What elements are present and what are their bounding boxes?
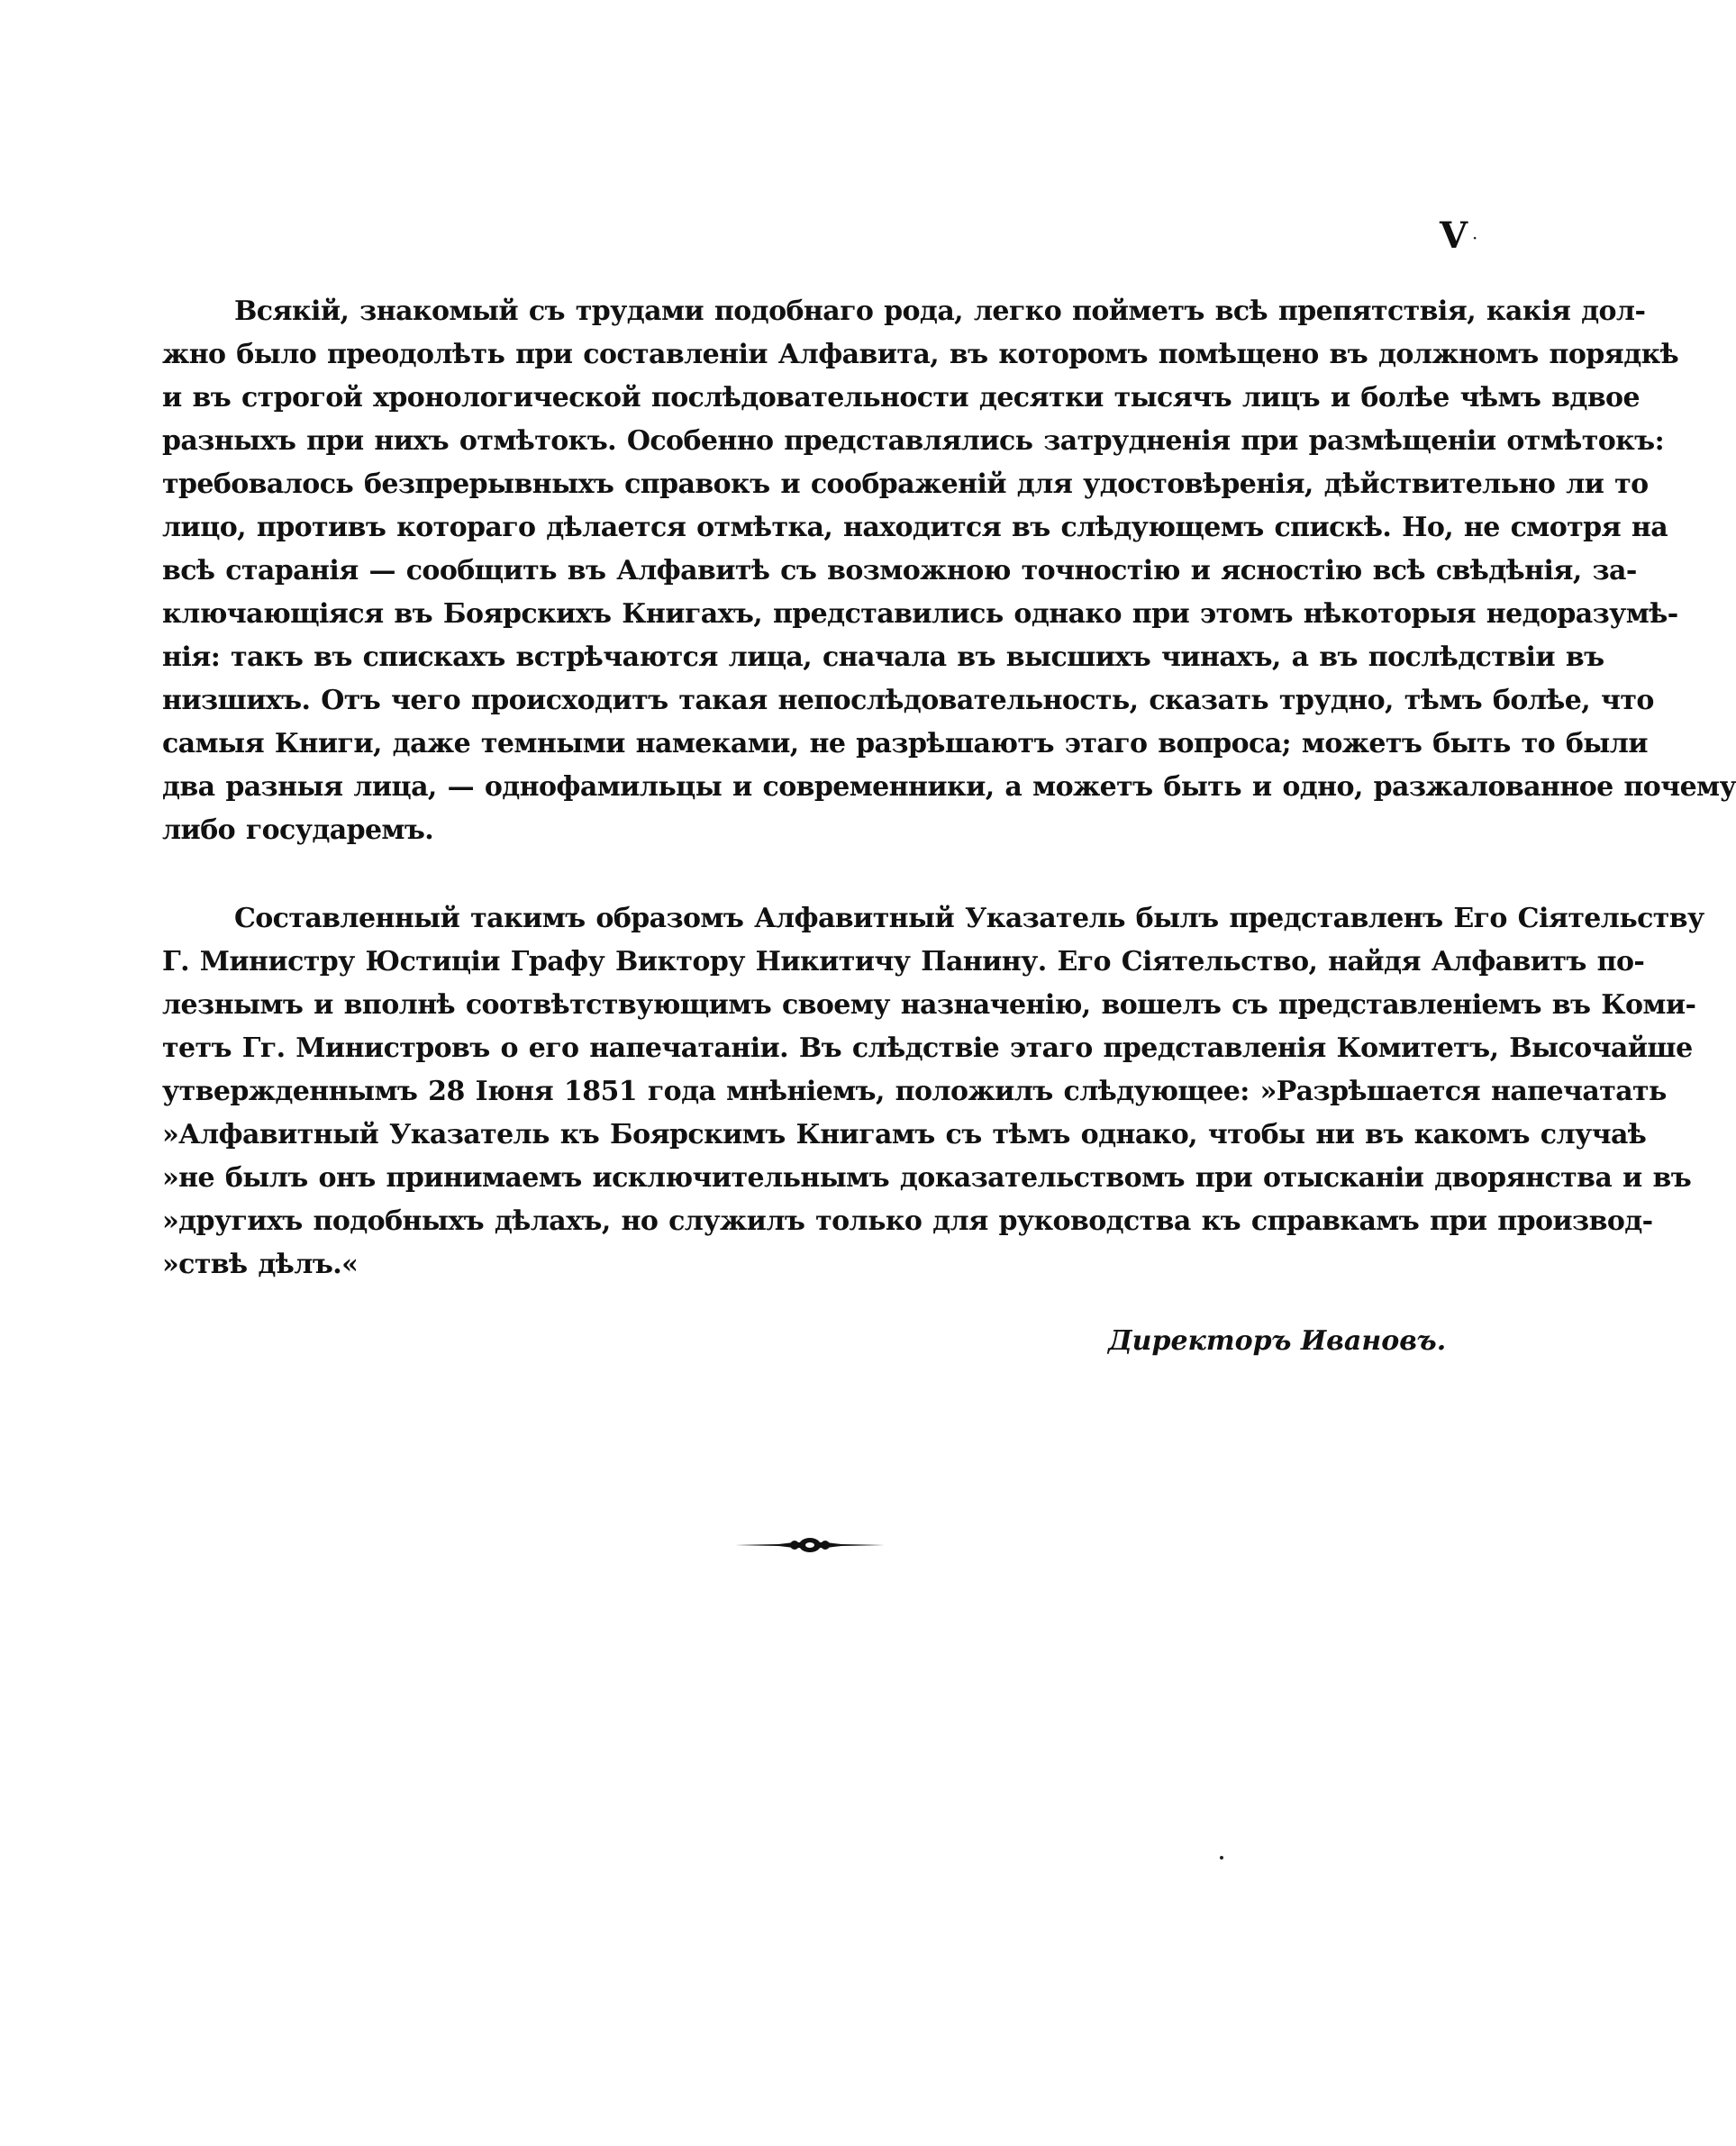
- paragraph-line: лицо, противъ котораго дѣлается отмѣтка, находится въ слѣдующемъ спискѣ. Но, не смотря на: [162, 512, 1668, 543]
- paragraph-line: либо государемъ.: [162, 814, 434, 846]
- paragraph-line: тетъ Гг. Министровъ о его напечатаніи. Въ слѣдствіе этаго представленія Комитетъ, Высочайше: [162, 1032, 1693, 1064]
- signature: Директоръ Ивановъ.: [1108, 1325, 1447, 1357]
- paragraph-line: Г. Министру Юстиціи Графу Виктору Никитичу Панину. Его Сіятельство, найдя Алфавитъ по-: [162, 946, 1645, 978]
- paragraph-line: »ствѣ дѣлъ.«: [162, 1249, 359, 1280]
- paragraph-line: низшихъ. Отъ чего происходитъ такая непослѣдовательность, сказать трудно, тѣмъ болѣе, что: [162, 685, 1654, 716]
- ornament-divider: [733, 1532, 886, 1559]
- paragraph-line: Всякій, знакомый съ трудами подобнаго рода, легко пойметъ всѣ препятствія, какія дол-: [234, 296, 1646, 327]
- paragraph-line: »Алфавитный Указатель къ Боярскимъ Книгамъ съ тѣмъ однако, чтобы ни въ какомъ случаѣ: [162, 1119, 1647, 1150]
- page-number-dot: ·: [1472, 227, 1478, 249]
- page-number: V: [1440, 214, 1468, 257]
- paragraph-line: Составленный такимъ образомъ Алфавитный Указатель былъ представленъ Его Сіятельству: [234, 903, 1704, 934]
- paragraph-line: лезнымъ и вполнѣ соотвѣтствующимъ своему назначенію, вошелъ съ представленіемъ въ Коми-: [162, 989, 1696, 1021]
- paragraph-1: [162, 290, 1736, 852]
- paragraph-line: утвержденнымъ 28 Іюня 1851 года мнѣніемъ, положилъ слѣдующее: »Разрѣшается напечатать: [162, 1076, 1667, 1107]
- paragraph-line: два разныя лица, — однофамильцы и современники, а можетъ быть и одно, разжалованное почему: [162, 771, 1736, 803]
- paragraph-line: всѣ старанія — сообщить въ Алфавитѣ съ возможною точностію и ясностію всѣ свѣдѣнія, за-: [162, 555, 1637, 587]
- paragraph-line: ключающіяся въ Боярскихъ Книгахъ, представились однако при этомъ нѣкоторыя недоразумѣ-: [162, 598, 1678, 630]
- paragraph-2: [162, 897, 1704, 1287]
- paragraph-line: разныхъ при нихъ отмѣтокъ. Особенно представлялись затрудненія при размѣщеніи отмѣтокъ:: [162, 425, 1665, 457]
- paragraph-line: нія: такъ въ спискахъ встрѣчаются лица, сначала въ высшихъ чинахъ, а въ послѣдствіи въ: [162, 641, 1604, 673]
- paragraph-line: самыя Книги, даже темными намеками, не разрѣшаютъ этаго вопроса; можетъ быть то были: [162, 728, 1648, 759]
- speck: [1220, 1856, 1223, 1860]
- paragraph-line: »другихъ подобныхъ дѣлахъ, но служилъ только для руководства къ справкамъ при производ-: [162, 1205, 1653, 1237]
- paragraph-line: и въ строгой хронологической послѣдовательности десятки тысячъ лицъ и болѣе чѣмъ вдвое: [162, 382, 1640, 414]
- paragraph-line: жно было преодолѣть при составленіи Алфавита, въ которомъ помѣщено въ должномъ порядкѣ: [162, 339, 1679, 370]
- paragraph-line: требовалось безпрерывныхъ справокъ и соображеній для удостовѣренія, дѣйствительно ли то: [162, 468, 1649, 500]
- paragraph-line: »не былъ онъ принимаемъ исключительнымъ доказательствомъ при отысканіи дворянства и въ: [162, 1162, 1692, 1194]
